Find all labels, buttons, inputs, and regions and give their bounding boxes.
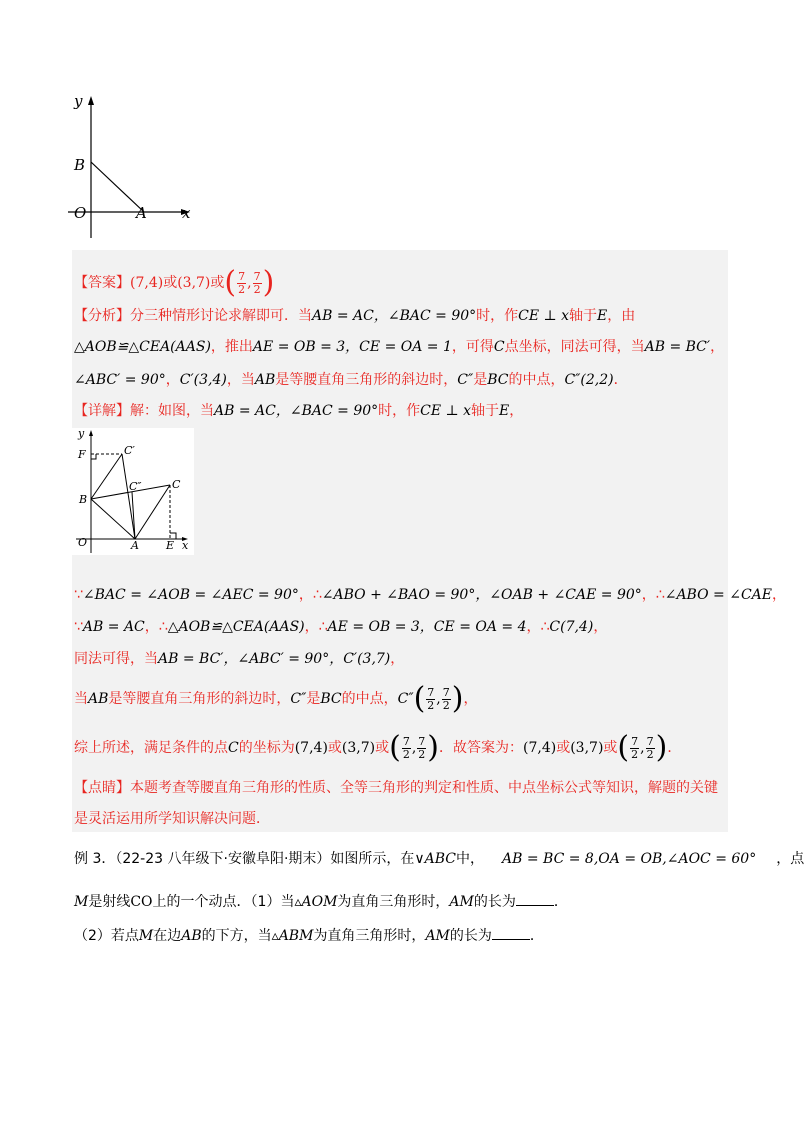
text: 同法可得，当 (74, 651, 158, 667)
text: 当 (74, 691, 88, 707)
math: C″ (457, 372, 474, 388)
text: ． (667, 740, 682, 756)
math: C (493, 339, 505, 355)
comma: , (411, 740, 417, 756)
text: ． (529, 928, 544, 944)
text: ，推出 (210, 339, 253, 355)
text: 是 (306, 691, 321, 707)
text: ， (304, 619, 319, 635)
fraction: $\frac{7}{2}$ (253, 269, 261, 296)
math: C(7,4) (549, 619, 594, 635)
paren-close: ) (427, 730, 440, 765)
detail-tag: 【详解】 (74, 403, 130, 419)
label-y: y (78, 427, 85, 440)
math: C′(3,4) (179, 372, 227, 388)
math: BC (487, 372, 509, 388)
paren-close: ) (451, 681, 464, 716)
fraction: $\frac{7}{2}$ (442, 685, 450, 712)
label-x: x (182, 204, 191, 222)
math: C (228, 740, 239, 756)
text: ． (613, 372, 628, 388)
label-C: C (172, 478, 181, 491)
text: 的长为 (449, 928, 492, 944)
label-C2: C″ (129, 480, 142, 493)
text: 或 (375, 740, 390, 756)
text: ， (593, 619, 608, 635)
label-A: A (131, 539, 139, 552)
math: CE ⊥ x (518, 308, 570, 324)
math: AE = OB = 3，CE = OA = 4 (327, 619, 527, 635)
comma: , (247, 275, 252, 291)
math: AB = AC，∠BAC = 90° (312, 308, 477, 324)
label-O: O (78, 536, 88, 549)
text: 是射线 (88, 894, 131, 910)
math: AB (254, 372, 276, 388)
text: ，可得 (451, 339, 494, 355)
text: 在边 (153, 928, 182, 944)
text: 解：如图，当 (130, 403, 214, 419)
text: ， (390, 651, 405, 667)
text: 是 (473, 372, 488, 388)
text: 点坐标，同法可得，当 (504, 339, 645, 355)
text: 的坐标为 (238, 740, 295, 756)
answer-or-2: 或 (210, 275, 225, 291)
math: M (74, 894, 89, 910)
math: C″(2,2) (564, 372, 614, 388)
math: E (597, 308, 608, 324)
text: ， (772, 587, 786, 603)
answer-blank[interactable] (516, 891, 554, 906)
text: 综上所述，满足条件的点 (74, 740, 228, 756)
text: 中， (456, 851, 485, 867)
comment-tag: 【点睛】 (74, 780, 130, 796)
text: 分三种情形讨论求解即可．当 (130, 308, 312, 324)
answer-tag: 【答案】 (74, 275, 130, 291)
text: ， (463, 691, 478, 707)
therefore-symbol: ∴ (158, 619, 168, 635)
math: CO (130, 894, 153, 910)
because-symbol: ∵ (74, 619, 83, 635)
analysis-line-1 (74, 305, 635, 327)
text: ， (509, 403, 524, 419)
text: 时，作 (378, 403, 421, 419)
text: ， (641, 587, 656, 603)
text: 或 (327, 740, 342, 756)
text: 的长为 (473, 894, 516, 910)
math: E (499, 403, 510, 419)
label-C1: C′ (124, 444, 135, 457)
math: ∠ABO + ∠BAO = 90°，∠OAB + ∠CAE = 90° (321, 587, 642, 603)
label-B: B (79, 493, 88, 506)
text: 是灵活运用所学知识解决问题． (74, 811, 270, 827)
text: （2）若点 (74, 928, 139, 944)
coordinate-figure-1 (60, 90, 200, 240)
math: C″ (397, 691, 414, 707)
paren-open: ( (617, 730, 630, 765)
text: ， (144, 619, 159, 635)
math: AM (425, 928, 450, 944)
label-x: x (182, 539, 189, 552)
text: 的下方，当 (201, 928, 272, 944)
text: ，点 (776, 851, 804, 867)
answer-blank[interactable] (492, 925, 530, 940)
fraction: $\frac{7}{2}$ (427, 685, 435, 712)
analysis-tag: 【分析】 (74, 308, 130, 324)
math: AB = AC，∠BAC = 90° (214, 403, 379, 419)
example-line-2 (74, 891, 568, 913)
because-symbol: ∵ (74, 587, 83, 603)
paren-close: ) (655, 730, 668, 765)
therefore-symbol: ∴ (312, 587, 322, 603)
text: ， (298, 587, 313, 603)
math: BC (320, 691, 342, 707)
analysis-line-3 (74, 369, 628, 391)
text: 轴于 (471, 403, 500, 419)
proof-line-5 (74, 730, 682, 765)
text: 轴于 (569, 308, 598, 324)
math: C″ (290, 691, 307, 707)
math: AB (88, 691, 109, 707)
math: ▵ABM (271, 928, 314, 944)
math: ▵AOM (294, 894, 338, 910)
label-F: F (78, 448, 86, 461)
text: 上的一个动点．（1）当 (152, 894, 295, 910)
text: 本题考查等腰直角三角形的性质、全等三角形的判定和性质、中点坐标公式等知识，解题的关键 (130, 780, 718, 796)
math: (7,4) (523, 740, 557, 756)
math: AM (449, 894, 474, 910)
math: (3,7) (570, 740, 604, 756)
proof-line-1 (74, 584, 786, 606)
text: 是等腰直角三角形的斜边时， (275, 372, 458, 388)
analysis-line-2 (74, 336, 724, 358)
comment-line-1 (74, 777, 718, 799)
math: (7,4) (294, 740, 328, 756)
math: AB (181, 928, 202, 944)
example-line-1 (74, 848, 804, 870)
text: 的中点， (341, 691, 398, 707)
label-O: O (74, 204, 87, 222)
fraction: $\frac{7}{2}$ (402, 734, 410, 761)
text: 时，作 (476, 308, 519, 324)
answer-point-2: (3,7) (177, 275, 211, 291)
text: ．故答案为： (439, 740, 524, 756)
math: ∨ABC (414, 851, 457, 867)
proof-line-3 (74, 648, 404, 670)
text: ，当 (226, 372, 255, 388)
math: ∠BAC = ∠AOB = ∠AEC = 90° (82, 587, 299, 603)
answer-point-1: (7,4) (130, 275, 164, 291)
therefore-symbol: ∴ (540, 619, 550, 635)
detail-line-1 (74, 400, 523, 422)
therefore-symbol: ∴ (318, 619, 328, 635)
text: ． (553, 894, 568, 910)
text: 或 (556, 740, 571, 756)
fraction: $\frac{7}{2}$ (646, 734, 654, 761)
math: AB = AC (82, 619, 145, 635)
text: 的中点， (508, 372, 565, 388)
proof-line-4 (74, 681, 478, 716)
label-y: y (74, 92, 83, 110)
math: ∠ABC′ = 90° (74, 372, 166, 388)
text: 为直角三角形时， (337, 894, 450, 910)
text: 例 3．（22-23 八年级下·安徽阜阳·期末）如图所示，在 (74, 851, 415, 867)
comma: , (640, 740, 645, 756)
label-A: A (136, 204, 147, 222)
proof-line-2 (74, 616, 607, 638)
example-line-3 (74, 925, 544, 947)
math: M (138, 928, 154, 944)
math: (3,7) (341, 740, 376, 756)
text: 是等腰直角三角形的斜边时， (108, 691, 291, 707)
answer-or-1: 或 (163, 275, 178, 291)
fraction: $\frac{7}{2}$ (418, 734, 426, 761)
paren-open: ( (389, 730, 401, 765)
text: ，由 (607, 308, 636, 324)
answer-line (74, 265, 275, 300)
text: ， (526, 619, 541, 635)
math: AE = OB = 3，CE = OA = 1 (252, 339, 452, 355)
math: AB = BC′ (644, 339, 711, 355)
y-axis-arrow (88, 96, 94, 105)
fraction: $\frac{7}{2}$ (238, 269, 246, 296)
fraction: $\frac{7}{2}$ (631, 734, 639, 761)
math: ∠ABO = ∠CAE (664, 587, 772, 603)
text: 或 (603, 740, 618, 756)
text: ， (165, 372, 180, 388)
math: △AOB≌△CEA(AAS) (167, 619, 305, 635)
label-B: B (74, 156, 86, 174)
paren-open: ( (413, 681, 426, 716)
math: AB = BC = 8,OA = OB,∠AOC = 60° (502, 851, 757, 867)
math: △AOB≌△CEA(AAS) (74, 339, 211, 355)
comma: , (436, 691, 441, 707)
therefore-symbol: ∴ (655, 587, 665, 603)
paren-open: ( (224, 265, 237, 300)
text: 为直角三角形时， (313, 928, 426, 944)
comment-line-2 (74, 808, 270, 830)
coordinate-figure-2 (72, 428, 194, 555)
math: CE ⊥ x (420, 403, 472, 419)
text: ， (710, 339, 725, 355)
label-E: E (166, 539, 175, 552)
math: AB = BC′，∠ABC′ = 90°，C′(3,7) (158, 651, 391, 667)
paren-close: ) (262, 265, 275, 300)
